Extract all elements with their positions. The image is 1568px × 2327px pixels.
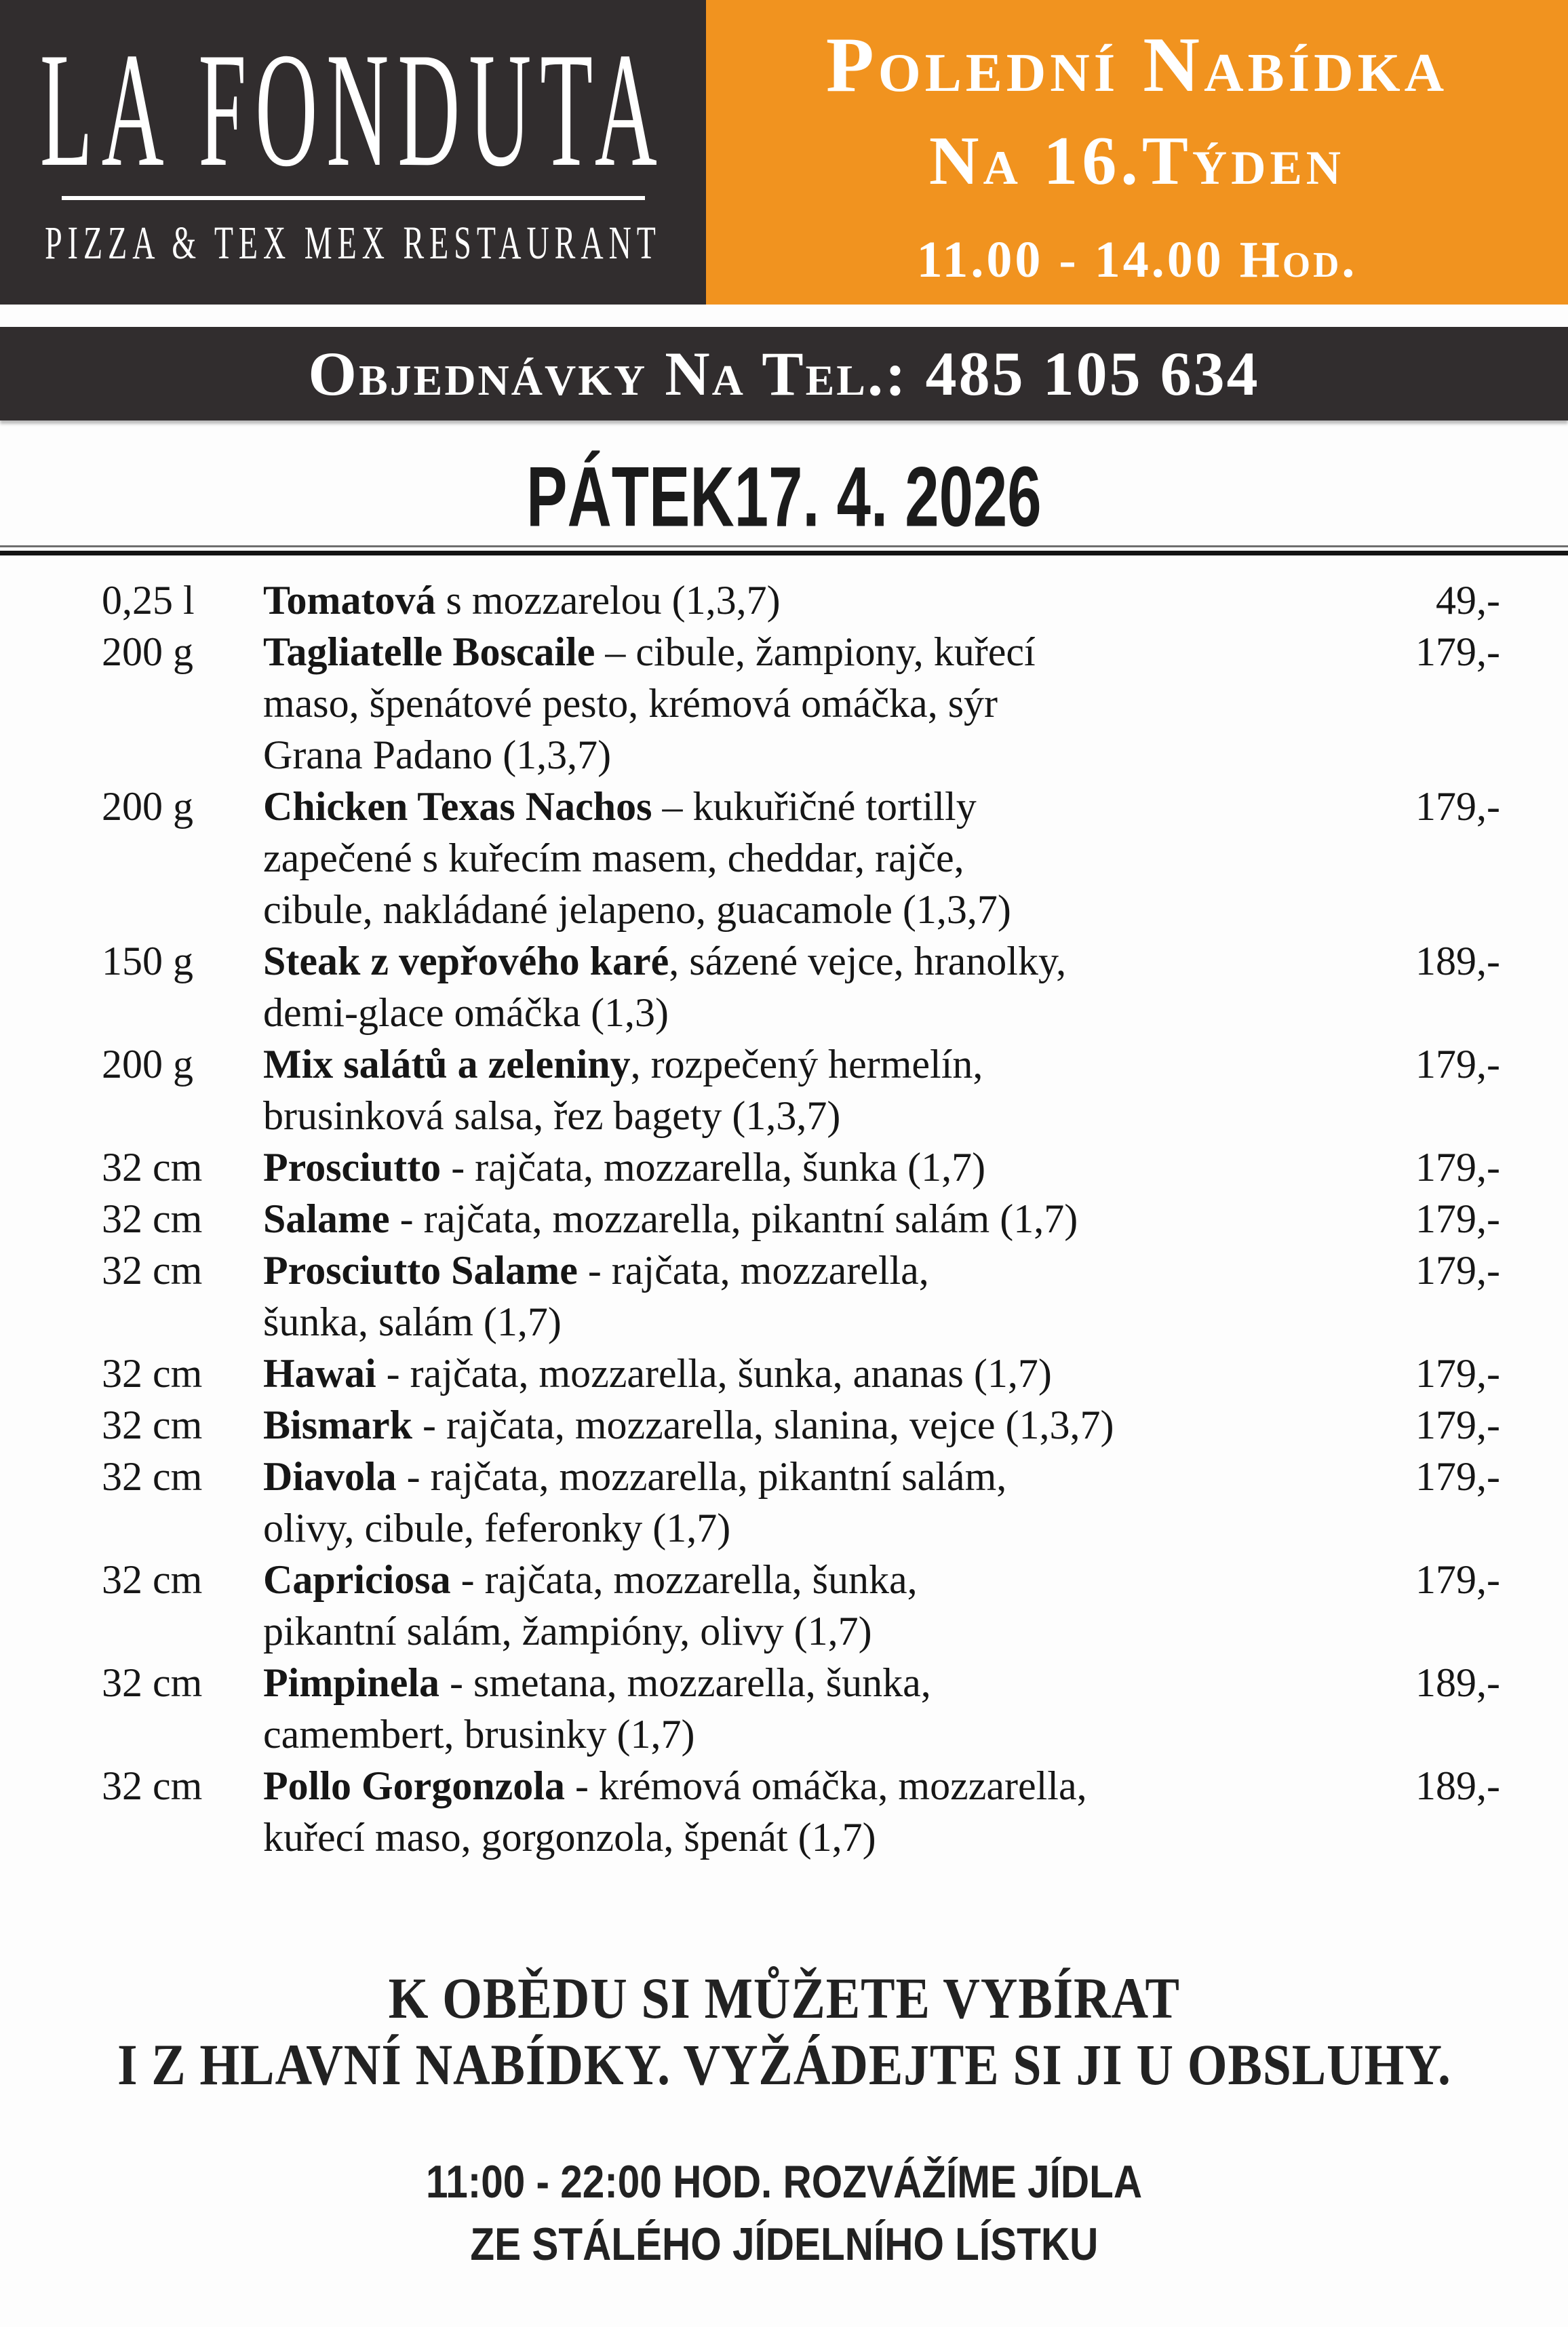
item-quantity: 32 cm (102, 1660, 203, 1705)
item-name: Tomatová (263, 578, 436, 623)
menu-item (102, 1657, 1500, 1760)
item-name: Tagliatelle Boscaile (263, 629, 595, 674)
footer-note (0, 1965, 1568, 2098)
item-quantity: 200 g (102, 629, 193, 674)
item-quantity: 200 g (102, 784, 193, 829)
item-quantity: 150 g (102, 939, 193, 983)
item-name: Pimpinela (263, 1660, 440, 1705)
item-desc: - rajčata, mozzarella, pikantní salám (1,7) (389, 1196, 1078, 1241)
item-desc-line: cibule, nakládané jelapeno, guacamole (1,3,7) (263, 887, 1011, 932)
menu-list (0, 555, 1568, 1863)
footer-note-line1: K OBĚDU SI MŮŽETE VYBÍRAT (388, 1966, 1180, 2031)
item-price: 179,- (1415, 784, 1500, 829)
item-name: Pollo Gorgonzola (263, 1763, 565, 1808)
item-desc: s mozzarelou (1,3,7) (435, 578, 781, 623)
item-quantity: 32 cm (102, 1196, 203, 1241)
item-price: 179,- (1415, 1454, 1500, 1499)
logo-title: LA FONDUTA (40, 18, 666, 201)
menu-item (102, 935, 1500, 1038)
item-desc: - rajčata, mozzarella, slanina, vejce (1,3,7) (412, 1403, 1114, 1447)
menu-item (102, 626, 1500, 781)
item-description (263, 626, 1331, 781)
item-name: Salame (263, 1196, 390, 1241)
header (0, 0, 1568, 305)
item-description (263, 1038, 1331, 1141)
menu-item (102, 1193, 1500, 1245)
item-desc: – kukuřičné tortilly (652, 784, 977, 829)
item-desc: , rozpečený hermelín, (630, 1042, 983, 1087)
item-name: Hawai (263, 1351, 376, 1396)
logo-subtitle: PIZZA & TEX MEX RESTAURANT (45, 216, 661, 269)
item-description (263, 574, 1331, 626)
item-description (263, 1760, 1331, 1863)
item-description (263, 1245, 1331, 1348)
item-desc-line: pikantní salám, žampióny, olivy (1,7) (263, 1609, 872, 1654)
footer-note-line2: I Z HLAVNÍ NABÍDKY. VYŽÁDEJTE SI JI U OBSLUHY. (117, 2032, 1451, 2097)
item-quantity: 32 cm (102, 1454, 203, 1499)
item-description (263, 781, 1331, 935)
item-name: Diavola (263, 1454, 397, 1499)
menu-item (102, 781, 1500, 935)
item-desc: - rajčata, mozzarella, šunka, ananas (1,7) (376, 1351, 1052, 1396)
heading-divider (0, 545, 1568, 555)
menu-item (102, 1554, 1500, 1657)
item-description (263, 935, 1331, 1038)
date-heading-text: PÁTEK17. 4. 2026 (526, 449, 1042, 545)
item-desc-line: brusinková salsa, řez bagety (1,3,7) (263, 1093, 841, 1138)
item-quantity: 32 cm (102, 1351, 203, 1396)
item-desc: , sázené vejce, hranolky, (669, 939, 1067, 983)
item-quantity: 0,25 l (102, 578, 195, 623)
date-heading (0, 448, 1568, 545)
menu-item (102, 1399, 1500, 1451)
item-description (263, 1193, 1331, 1245)
menu-item (102, 1760, 1500, 1863)
banner-title: Polední Nabídka (825, 22, 1449, 109)
item-price: 189,- (1415, 1763, 1500, 1808)
item-desc-line: camembert, brusinky (1,7) (263, 1712, 695, 1757)
item-description (263, 1451, 1331, 1554)
item-price: 179,- (1415, 1351, 1500, 1396)
item-price: 189,- (1415, 939, 1500, 983)
item-description (263, 1141, 1331, 1193)
item-description (263, 1657, 1331, 1760)
item-desc-line: šunka, salám (1,7) (263, 1299, 562, 1344)
item-price: 179,- (1415, 1145, 1500, 1190)
item-description (263, 1399, 1331, 1451)
item-price: 179,- (1415, 1248, 1500, 1293)
item-price: 179,- (1415, 1557, 1500, 1602)
item-desc-line: olivy, cibule, feferonky (1,7) (263, 1506, 731, 1550)
item-desc: - rajčata, mozzarella, pikantní salám, (396, 1454, 1007, 1499)
menu-item (102, 1245, 1500, 1348)
item-name: Steak z vepřového karé (263, 939, 669, 983)
item-desc: - smetana, mozzarella, šunka, (439, 1660, 931, 1705)
item-name: Prosciutto (263, 1145, 442, 1190)
menu-item (102, 1451, 1500, 1554)
item-name: Prosciutto Salame (263, 1248, 578, 1293)
item-desc-line: maso, špenátové pesto, krémová omáčka, sýr (263, 681, 998, 726)
item-quantity: 200 g (102, 1042, 193, 1087)
menu-item (102, 1141, 1500, 1193)
item-name: Chicken Texas Nachos (263, 784, 652, 829)
menu-item (102, 1348, 1500, 1399)
phone-order-bar (0, 327, 1568, 421)
item-description (263, 1348, 1331, 1399)
item-quantity: 32 cm (102, 1248, 203, 1293)
item-desc: - rajčata, mozzarella, šunka, (450, 1557, 918, 1602)
item-price: 179,- (1415, 1042, 1500, 1087)
item-desc: - krémová omáčka, mozzarella, (564, 1763, 1087, 1808)
item-desc: - rajčata, mozzarella, (577, 1248, 929, 1293)
delivery-line2: ZE STÁLÉHO JÍDELNÍHO LÍSTKU (470, 2218, 1098, 2270)
item-desc: - rajčata, mozzarella, šunka (1,7) (441, 1145, 986, 1190)
divider-thick-line (0, 551, 1568, 555)
item-desc-line: kuřecí maso, gorgonzola, špenát (1,7) (263, 1815, 876, 1860)
phone-order-text: Objednávky Na Tel.: 485 105 634 (308, 339, 1260, 408)
banner-hours: 11.00 - 14.00 Hod. (916, 231, 1358, 288)
banner-week: Na 16.Týden (928, 123, 1346, 199)
item-name: Bismark (263, 1403, 413, 1447)
menu-item (102, 1038, 1500, 1141)
item-quantity: 32 cm (102, 1557, 203, 1602)
item-price: 189,- (1415, 1660, 1500, 1705)
item-price: 179,- (1415, 629, 1500, 674)
item-price: 179,- (1415, 1196, 1500, 1241)
item-quantity: 32 cm (102, 1145, 203, 1190)
item-name: Capriciosa (263, 1557, 451, 1602)
item-desc-line: demi-glace omáčka (1,3) (263, 990, 669, 1035)
item-description (263, 1554, 1331, 1657)
item-quantity: 32 cm (102, 1403, 203, 1447)
item-desc-line: Grana Padano (1,3,7) (263, 732, 612, 777)
menu-item (102, 574, 1500, 626)
item-name: Mix salátů a zeleniny (263, 1042, 631, 1087)
lunch-offer-banner (706, 0, 1568, 305)
item-desc: – cibule, žampiony, kuřecí (595, 629, 1036, 674)
restaurant-logo (0, 0, 706, 305)
item-price: 49,- (1436, 578, 1500, 623)
item-quantity: 32 cm (102, 1763, 203, 1808)
item-desc-line: zapečené s kuřecím masem, cheddar, rajče, (263, 836, 964, 880)
item-price: 179,- (1415, 1403, 1500, 1447)
delivery-info (0, 2151, 1568, 2275)
delivery-line1: 11:00 - 22:00 HOD. ROZVÁŽÍME JÍDLA (425, 2156, 1143, 2208)
